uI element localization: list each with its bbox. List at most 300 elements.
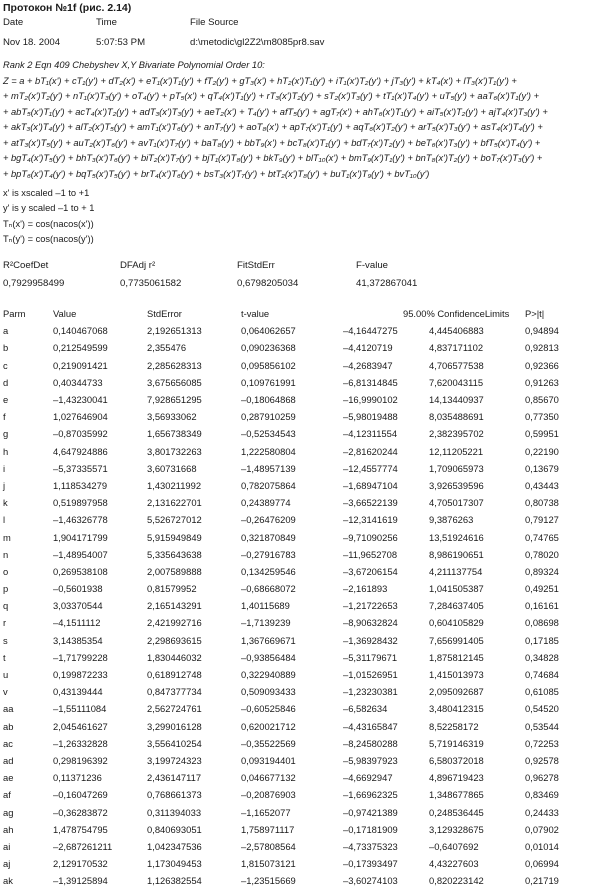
cell-tvalue: 0,093194401 xyxy=(241,754,296,766)
table-row xyxy=(3,614,585,631)
cell-stderror: 2,421992716 xyxy=(147,617,202,629)
cell-parm: t xyxy=(3,651,6,663)
table-row xyxy=(3,322,585,339)
cell-tvalue: –1,48957139 xyxy=(241,462,296,474)
equation-block xyxy=(3,58,606,182)
cell-upper-limit: 8,035488691 xyxy=(429,411,484,423)
cell-value: 0,212549599 xyxy=(53,342,108,354)
cell-value: 1,118534279 xyxy=(53,479,108,491)
cell-parm: ag xyxy=(3,806,14,818)
cell-stderror: 0,311394033 xyxy=(147,806,202,818)
cell-parm: n xyxy=(3,548,9,560)
table-row xyxy=(3,803,585,820)
cell-upper-limit: 4,896719423 xyxy=(429,772,484,784)
table-row xyxy=(3,580,585,597)
table-row xyxy=(3,718,585,735)
cell-lower-limit: –4,4120719 xyxy=(343,342,393,354)
cell-parm: ak xyxy=(3,875,13,887)
cell-tvalue: 0,064062657 xyxy=(241,325,296,337)
cell-p: 0,83469 xyxy=(525,789,559,801)
cell-tvalue: 0,046677132 xyxy=(241,772,296,784)
cell-value: 0,269538108 xyxy=(53,565,108,577)
cell-value: –1,55111084 xyxy=(53,703,107,715)
cell-upper-limit: 3,480412315 xyxy=(429,703,484,715)
cell-upper-limit: 1,709065973 xyxy=(429,462,484,474)
cell-lower-limit: –1,01526951 xyxy=(343,669,398,681)
cell-upper-limit: 14,13440937 xyxy=(429,394,484,406)
cell-p: 0,61085 xyxy=(525,686,559,698)
cell-stderror: 1,042347536 xyxy=(147,840,202,852)
dfadj-value: 0,7735061582 xyxy=(120,278,182,289)
cell-upper-limit: 2,382395702 xyxy=(429,428,484,440)
cell-upper-limit: 9,3876263 xyxy=(429,514,474,526)
cell-upper-limit: 8,52258172 xyxy=(429,720,479,732)
equation-line: + abT₅(x')T₁(y') + acT₄(x')T₂(y') + adT₃(x')T₃(y') + aeT₂(x') + T₄(y') + afT₅(y') + agT₇(x') + ahT₆(x')T₁(y') + aiT₅(x')T₂(y') + ajT₄(x')T₃(y') + xyxy=(3,106,548,117)
date-label: Date xyxy=(3,17,24,28)
cell-tvalue: –0,26476209 xyxy=(241,514,296,526)
fitstderr-value: 0,6798205034 xyxy=(237,278,299,289)
equation-line: + bgT₄(x')T₅(y') + bhT₃(x')T₆(y') + biT₂(x')T₇(y') + bjT₁(x')T₈(y') + bkT₉(y') + blT₁₀(x') + bmT₉(x')T₁(y') + bnT₈(x')T₂(y') + boT₇(x')T₃(y') + xyxy=(3,153,543,163)
cell-lower-limit: –1,36928432 xyxy=(343,634,398,646)
cell-parm: l xyxy=(3,514,6,526)
cell-p: 0,74765 xyxy=(525,531,559,543)
cell-p: 0,72253 xyxy=(525,737,559,749)
table-row xyxy=(3,700,585,717)
cell-parm: j xyxy=(3,479,6,491)
cell-parm: c xyxy=(3,359,8,371)
cell-lower-limit: –8,24580288 xyxy=(343,737,398,749)
cell-parm: ad xyxy=(3,754,14,766)
cell-upper-limit: 7,284637405 xyxy=(429,600,484,612)
col-header-parm: Parm xyxy=(3,308,26,320)
cell-tvalue: 1,815073121 xyxy=(241,858,296,870)
cell-stderror: 5,335643638 xyxy=(147,548,202,560)
cell-value: 0,11371236 xyxy=(53,772,102,784)
table-row xyxy=(3,855,585,872)
cell-stderror: 2,192651313 xyxy=(147,325,202,337)
cell-stderror: 2,436147117 xyxy=(147,772,202,784)
cell-upper-limit: 4,837171102 xyxy=(429,342,484,354)
cell-tvalue: –0,68668072 xyxy=(241,583,296,595)
cell-p: 0,24433 xyxy=(525,806,559,818)
table-row xyxy=(3,357,585,374)
cell-tvalue: –0,93856484 xyxy=(241,651,296,663)
cell-lower-limit: –8,90632824 xyxy=(343,617,398,629)
cell-stderror: 2,298693615 xyxy=(147,634,202,646)
cell-stderror: 5,915949849 xyxy=(147,531,202,543)
cell-upper-limit: 5,719146319 xyxy=(429,737,484,749)
cell-lower-limit: –1,66962325 xyxy=(343,789,398,801)
equation-line: Z = a + bT₁(x') + cT₁(y') + dT₂(x') + eT₁(x')T₁(y') + fT₂(y') + gT₃(x') + hT₂(x')T₁(y') + iT₁(x')T₂(y') + jT₃(y') + kT₄(x') + lT₃(x')T₁(y') + xyxy=(3,75,517,86)
cell-lower-limit: –1,21722653 xyxy=(343,600,398,612)
cell-p: 0,13679 xyxy=(525,462,559,474)
table-row xyxy=(3,443,585,460)
table-header-row xyxy=(3,305,585,322)
cell-tvalue: –1,23515669 xyxy=(241,875,296,887)
cell-value: 0,40344733 xyxy=(53,376,103,388)
cell-p: 0,77350 xyxy=(525,411,559,423)
cell-value: 0,199872233 xyxy=(53,669,108,681)
table-row xyxy=(3,425,585,442)
note-line: Tₙ(y') = cos(nacos(y')) xyxy=(3,234,94,245)
cell-p: 0,92366 xyxy=(525,359,559,371)
cell-value: –2,687261211 xyxy=(53,840,113,852)
cell-stderror: 2,007589888 xyxy=(147,565,202,577)
cell-stderror: 0,847377734 xyxy=(147,686,202,698)
cell-tvalue: 0,287910259 xyxy=(241,411,296,423)
cell-upper-limit: 0,820223142 xyxy=(429,875,484,887)
cell-parm: e xyxy=(3,394,9,406)
cell-lower-limit: –1,23230381 xyxy=(343,686,398,698)
file-source-value: d:\metodic\gl2Z2\m8085pr8.sav xyxy=(190,37,325,48)
file-source-label: File Source xyxy=(190,17,239,28)
cell-tvalue: 1,222580804 xyxy=(241,445,296,457)
cell-stderror: 1,173049453 xyxy=(147,858,202,870)
cell-value: 2,045461627 xyxy=(53,720,108,732)
cell-lower-limit: –0,97421389 xyxy=(343,806,398,818)
time-value: 5:07:53 PM xyxy=(96,37,146,48)
cell-value: 3,14385354 xyxy=(53,634,103,646)
cell-value: 3,03370544 xyxy=(53,600,103,612)
cell-lower-limit: –5,98397923 xyxy=(343,754,398,766)
cell-parm: ai xyxy=(3,840,11,852)
cell-p: 0,22190 xyxy=(525,445,559,457)
cell-parm: b xyxy=(3,342,9,354)
cell-p: 0,89324 xyxy=(525,565,559,577)
cell-tvalue: –0,18064868 xyxy=(241,394,296,406)
col-header-tvalue: t-value xyxy=(241,308,270,320)
cell-stderror: 1,830446032 xyxy=(147,651,202,663)
cell-parm: p xyxy=(3,583,9,595)
cell-value: –1,48954007 xyxy=(53,548,108,560)
cell-stderror: 0,618912748 xyxy=(147,669,202,681)
fitstderr-label: FitStdErr xyxy=(237,260,275,271)
cell-stderror: 3,801732263 xyxy=(147,445,202,457)
scaling-notes xyxy=(3,186,94,248)
cell-value: –5,37335571 xyxy=(53,462,108,474)
cell-parm: aj xyxy=(3,858,11,870)
table-row xyxy=(3,597,585,614)
col-header-stderror: StdError xyxy=(147,308,182,320)
cell-lower-limit: –12,3141619 xyxy=(343,514,398,526)
cell-parm: ac xyxy=(3,737,13,749)
cell-stderror: 3,556410254 xyxy=(147,737,202,749)
cell-p: 0,92578 xyxy=(525,754,559,766)
cell-p: 0,21719 xyxy=(525,875,559,887)
cell-stderror: 1,430211992 xyxy=(147,479,202,491)
cell-upper-limit: 4,705017307 xyxy=(429,497,484,509)
cell-p: 0,91263 xyxy=(525,376,559,388)
cell-value: –0,87035992 xyxy=(53,428,108,440)
cell-lower-limit: –2,81620244 xyxy=(343,445,398,457)
cell-tvalue: –0,27916783 xyxy=(241,548,296,560)
cell-p: 0,78020 xyxy=(525,548,559,560)
cell-tvalue: 1,758971117 xyxy=(241,823,295,835)
cell-p: 0,17185 xyxy=(525,634,559,646)
cell-upper-limit: 4,445406883 xyxy=(429,325,484,337)
cell-lower-limit: –11,9652708 xyxy=(343,548,398,560)
cell-p: 0,07902 xyxy=(525,823,559,835)
cell-p: 0,59951 xyxy=(525,428,559,440)
r2-label: R²CoefDet xyxy=(3,260,49,271)
cell-p: 0,43443 xyxy=(525,479,559,491)
cell-value: 0,140467068 xyxy=(53,325,108,337)
cell-value: 1,027646904 xyxy=(53,411,108,423)
cell-lower-limit: –2,161893 xyxy=(343,583,388,595)
cell-p: 0,96278 xyxy=(525,772,559,784)
cell-value: 1,478754795 xyxy=(53,823,108,835)
cell-p: 0,80738 xyxy=(525,497,559,509)
cell-lower-limit: –6,582634 xyxy=(343,703,388,715)
cell-lower-limit: –6,81314845 xyxy=(343,376,398,388)
cell-lower-limit: –12,4557774 xyxy=(343,462,398,474)
cell-parm: ab xyxy=(3,720,14,732)
cell-value: –1,43230041 xyxy=(53,394,108,406)
cell-tvalue: 0,109761991 xyxy=(241,376,296,388)
table-row xyxy=(3,683,585,700)
table-row xyxy=(3,735,585,752)
cell-stderror: 5,526727012 xyxy=(147,514,202,526)
table-row xyxy=(3,546,585,563)
fvalue-value: 41,372867041 xyxy=(356,278,418,289)
cell-stderror: 2,355476 xyxy=(147,342,187,354)
cell-stderror: 3,199724323 xyxy=(147,754,202,766)
cell-upper-limit: 12,11205221 xyxy=(429,445,484,457)
cell-p: 0,06994 xyxy=(525,858,559,870)
cell-lower-limit: –3,60274103 xyxy=(343,875,398,887)
cell-upper-limit: 7,620043115 xyxy=(429,376,484,388)
cell-lower-limit: –1,68947104 xyxy=(343,479,398,491)
col-header-p: P>|t| xyxy=(525,308,545,320)
cell-lower-limit: –9,71090256 xyxy=(343,531,398,543)
cell-value: –4,1511112 xyxy=(53,617,101,629)
cell-parm: d xyxy=(3,376,9,388)
cell-stderror: 3,56933062 xyxy=(147,411,197,423)
cell-tvalue: 0,090236368 xyxy=(241,342,296,354)
equation-line: + akT₃(x')T₄(y') + alT₂(x')T₅(y') + amT₁(x')T₆(y') + anT₇(y') + aoT₈(x') + apT₇(x')T₁(y') + aqT₆(x')T₂(y') + arT₅(x')T₃(y') + asT₄(x')T₄(y') + xyxy=(3,122,543,132)
table-row xyxy=(3,494,585,511)
cell-upper-limit: 0,604105829 xyxy=(429,617,484,629)
cell-tvalue: 0,509093433 xyxy=(241,686,296,698)
cell-parm: g xyxy=(3,428,9,440)
cell-tvalue: 0,322940889 xyxy=(241,669,296,681)
cell-tvalue: –2,57808564 xyxy=(241,840,296,852)
cell-tvalue: –0,60525846 xyxy=(241,703,296,715)
cell-upper-limit: 8,986190651 xyxy=(429,548,484,560)
cell-lower-limit: –4,43165847 xyxy=(343,720,398,732)
equation-line: + bpT₆(x')T₄(y') + bqT₅(x')T₅(y') + brT₄(x')T₆(y') + bsT₃(x')T₇(y') + btT₂(x')T₈(y') + buT₁(x')T₉(y') + bvT₁₀(y') xyxy=(3,168,430,179)
cell-upper-limit: 4,706577538 xyxy=(429,359,484,371)
cell-upper-limit: 13,51924616 xyxy=(429,531,484,543)
cell-tvalue: –1,1652077 xyxy=(241,806,291,818)
cell-upper-limit: 3,926539596 xyxy=(429,479,484,491)
cell-tvalue: –0,20876903 xyxy=(241,789,296,801)
cell-parm: k xyxy=(3,497,8,509)
table-row xyxy=(3,632,585,649)
cell-p: 0,34828 xyxy=(525,651,559,663)
cell-upper-limit: 0,248536445 xyxy=(429,806,484,818)
dfadj-label: DFAdj r² xyxy=(120,260,156,271)
cell-parm: f xyxy=(3,411,6,423)
cell-lower-limit: –3,67206154 xyxy=(343,565,398,577)
cell-tvalue: –0,52534543 xyxy=(241,428,296,440)
cell-stderror: 2,165143291 xyxy=(147,600,202,612)
table-row xyxy=(3,786,585,803)
table-row xyxy=(3,374,585,391)
table-row xyxy=(3,769,585,786)
cell-p: 0,53544 xyxy=(525,720,559,732)
cell-parm: ae xyxy=(3,772,14,784)
page-title: Протокон №1f (рис. 2.14) xyxy=(3,2,132,14)
cell-upper-limit: 7,656991405 xyxy=(429,634,484,646)
col-header-value: Value xyxy=(53,308,77,320)
cell-parm: u xyxy=(3,669,9,681)
cell-lower-limit: –5,98019488 xyxy=(343,411,398,423)
cell-tvalue: 0,24389774 xyxy=(241,497,291,509)
cell-parm: q xyxy=(3,600,9,612)
cell-value: 0,43139444 xyxy=(53,686,103,698)
cell-upper-limit: 4,43227603 xyxy=(429,858,479,870)
cell-upper-limit: 2,095092687 xyxy=(429,686,484,698)
r2-value: 0,7929958499 xyxy=(3,278,65,289)
cell-tvalue: –1,7139239 xyxy=(241,617,291,629)
cell-parm: af xyxy=(3,789,11,801)
cell-lower-limit: –16,9990102 xyxy=(343,394,398,406)
table-row xyxy=(3,872,585,889)
table-row xyxy=(3,408,585,425)
cell-upper-limit: 1,041505387 xyxy=(429,583,484,595)
col-header-confidence: 95.00% ConfidenceLimits xyxy=(403,308,510,320)
cell-lower-limit: –4,12311554 xyxy=(343,428,398,440)
cell-stderror: 3,675656085 xyxy=(147,376,202,388)
cell-p: 0,74684 xyxy=(525,669,559,681)
cell-tvalue: –0,35522569 xyxy=(241,737,296,749)
table-row xyxy=(3,528,585,545)
table-row xyxy=(3,460,585,477)
cell-tvalue: 1,40115689 xyxy=(241,600,290,612)
cell-parm: m xyxy=(3,531,11,543)
cell-value: –1,46326778 xyxy=(53,514,108,526)
cell-stderror: 2,285628313 xyxy=(147,359,202,371)
cell-stderror: 0,768661373 xyxy=(147,789,202,801)
cell-value: –1,71799228 xyxy=(53,651,108,663)
table-row xyxy=(3,339,585,356)
cell-parm: a xyxy=(3,325,9,337)
cell-value: 1,904171799 xyxy=(53,531,108,543)
cell-stderror: 7,928651295 xyxy=(147,394,202,406)
cell-value: –0,5601938 xyxy=(53,583,103,595)
cell-stderror: 1,126382554 xyxy=(147,875,202,887)
cell-parm: ah xyxy=(3,823,14,835)
cell-p: 0,54520 xyxy=(525,703,559,715)
cell-stderror: 3,60731668 xyxy=(147,462,197,474)
cell-lower-limit: –4,6692947 xyxy=(343,772,393,784)
cell-parm: aa xyxy=(3,703,14,715)
cell-p: 0,16161 xyxy=(525,600,559,612)
table-row xyxy=(3,477,585,494)
cell-value: 0,298196392 xyxy=(53,754,108,766)
cell-stderror: 0,840693051 xyxy=(147,823,202,835)
cell-upper-limit: 4,211137754 xyxy=(429,565,483,577)
cell-p: 0,94894 xyxy=(525,325,559,337)
cell-value: 2,129170532 xyxy=(53,858,108,870)
cell-lower-limit: –5,31179671 xyxy=(343,651,398,663)
cell-lower-limit: –3,66522139 xyxy=(343,497,398,509)
cell-value: 0,219091421 xyxy=(53,359,108,371)
table-row xyxy=(3,752,585,769)
cell-lower-limit: –4,73375323 xyxy=(343,840,398,852)
cell-tvalue: 0,134259546 xyxy=(241,565,296,577)
cell-lower-limit: –0,17181909 xyxy=(343,823,398,835)
cell-stderror: 2,131622701 xyxy=(147,497,202,509)
cell-upper-limit: 1,348677865 xyxy=(429,789,484,801)
table-row xyxy=(3,821,585,838)
cell-tvalue: 0,321870849 xyxy=(241,531,296,543)
cell-tvalue: 0,095856102 xyxy=(241,359,296,371)
cell-tvalue: 0,620021712 xyxy=(241,720,296,732)
cell-p: 0,79127 xyxy=(525,514,559,526)
table-row xyxy=(3,666,585,683)
cell-stderror: 2,562724761 xyxy=(147,703,202,715)
cell-lower-limit: –0,17393497 xyxy=(343,858,398,870)
equation-line: + atT₃(x')T₅(y') + auT₂(x')T₆(y') + avT₁(x')T₇(y') + baT₈(y') + bbT₉(x') + bcT₈(x')T₁(y') + bdT₇(x')T₂(y') + beT₆(x')T₃(y') + bfT₅(x')T₄(y') + xyxy=(3,137,541,148)
cell-value: –0,16047269 xyxy=(53,789,108,801)
equation-line: + mT₂(x')T₂(y') + nT₁(x')T₃(y') + oT₄(y') + pT₅(x') + qT₄(x')T₁(y') + rT₃(x')T₂(y') + sT₂(x')T₃(y') + tT₁(x')T₄(y') + uT₅(y') + aaT₆(x')T₁(y') + xyxy=(3,91,540,101)
cell-stderror: 0,81579952 xyxy=(147,583,197,595)
cell-lower-limit: –4,16447275 xyxy=(343,325,398,337)
cell-parm: i xyxy=(3,462,6,474)
cell-parm: v xyxy=(3,686,8,698)
note-line: x' is xscaled –1 to +1 xyxy=(3,188,90,198)
cell-value: 4,647924886 xyxy=(53,445,108,457)
cell-p: 0,08698 xyxy=(525,617,559,629)
cell-p: 0,01014 xyxy=(525,840,559,852)
cell-upper-limit: –0,6407692 xyxy=(429,840,479,852)
cell-p: 0,49251 xyxy=(525,583,559,595)
cell-value: –0,36283872 xyxy=(53,806,108,818)
note-line: Tₙ(x') = cos(nacos(x')) xyxy=(3,218,94,229)
table-row xyxy=(3,563,585,580)
cell-value: –1,39125894 xyxy=(53,875,108,887)
cell-p: 0,85670 xyxy=(525,394,559,406)
cell-lower-limit: –4,2683947 xyxy=(343,359,393,371)
cell-upper-limit: 3,129328675 xyxy=(429,823,484,835)
cell-tvalue: 0,782075864 xyxy=(241,479,296,491)
cell-stderror: 1,656738349 xyxy=(147,428,202,440)
table-row xyxy=(3,511,585,528)
equation-rank-line: Rank 2 Eqn 409 Chebyshev X,Y Bivariate Polynomial Order 10: xyxy=(3,60,265,70)
cell-upper-limit: 1,415013973 xyxy=(429,669,484,681)
cell-tvalue: 1,367669671 xyxy=(241,634,296,646)
parameters-table xyxy=(3,305,585,889)
time-label: Time xyxy=(96,17,117,28)
cell-stderror: 3,299016128 xyxy=(147,720,202,732)
cell-value: 0,519897958 xyxy=(53,497,108,509)
cell-parm: h xyxy=(3,445,9,457)
cell-parm: o xyxy=(3,565,9,577)
cell-upper-limit: 6,580372018 xyxy=(429,754,484,766)
table-row xyxy=(3,649,585,666)
cell-upper-limit: 1,875812145 xyxy=(429,651,484,663)
cell-parm: r xyxy=(3,617,7,629)
cell-value: –1,26332828 xyxy=(53,737,108,749)
cell-parm: s xyxy=(3,634,8,646)
cell-p: 0,92813 xyxy=(525,342,559,354)
table-row xyxy=(3,391,585,408)
fvalue-label: F-value xyxy=(356,260,388,271)
note-line: y' is y scaled –1 to + 1 xyxy=(3,203,95,214)
table-row xyxy=(3,838,585,855)
